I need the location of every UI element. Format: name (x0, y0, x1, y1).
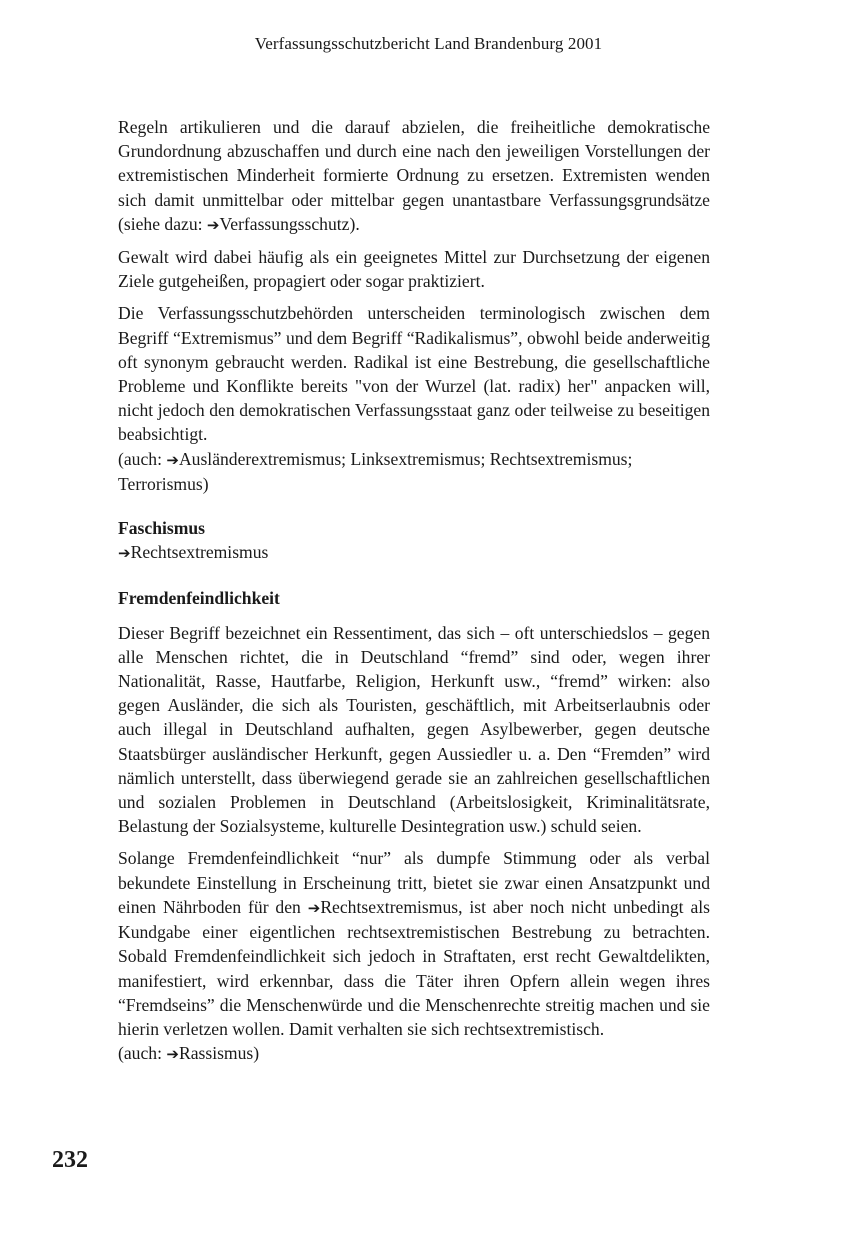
see-also-suffix: ) (202, 473, 209, 494)
page-body (118, 115, 710, 1066)
ff-p2-text-b: , ist aber noch nicht unbedingt als Kundgabe einer eigentlichen rechtsextremistischen Bestrebung zu betrachten. Sobald Fremdenfeindlichkeit sich jedoch in Straftaten, erst recht Gewaltdelikten, manifestiert, wird erkennbar, dass die Täter ihren Opfern allein wegen ihres “Fremdseins” die Menschenwürde und die Menschenrechte streitig machen und sie hierin verletzen wollen. Damit verhalten sie sich rechtsextremistisch. (118, 896, 710, 1039)
see-also-line (118, 1041, 710, 1066)
intro-paragraph-2: Gewalt wird dabei häufig als ein geeignetes Mittel zur Durchsetzung der eigenen Ziele gutgeheißen, propagiert oder sogar praktiziert. (118, 247, 710, 292)
see-also-prefix: (auch: (118, 448, 162, 469)
cross-ref-link[interactable]: Rechtsextremismus (130, 542, 269, 563)
fremdenfeindlichkeit-paragraph-1: Dieser Begriff bezeichnet ein Ressentiment, das sich – oft unterschiedslos – gegen alle Menschen richtet, die in Deutschland “fremd” sind oder, wegen ihrer Nationalität, Rasse, Hautfarbe, Religion, Herkunft usw., “fremd” wirken: also gegen Ausländer, die sich als Touristen, geschäftlich, mit Arbeitserlaubnis oder auch illegal in Deutschland aufhalten, gegen Asylbewerber, gegen deutsche Staatsbürger ausländischer Herkunft, gegen Aussiedler u. a. Den “Fremden” wird nämlich unterstellt, dass überwiegend gerade sie an zahlreichen gesellschaftlichen und sozialen Problemen in Deutschland (Arbeitslosigkeit, Kriminalitätsrate, Belastung der Sozialsysteme, kulturelle Desintegration usw.) schuld seien. (118, 622, 710, 837)
ff-p2-text-a: Solange Fremdenfeindlichkeit “nur” als dumpfe Stimmung oder als verbal bekundete Einstellung in Erscheinung tritt, bietet sie zwar einen Ansatzpunkt und einen Nährboden für den (118, 848, 710, 917)
intro-paragraph-3: Die Verfassungsschutzbehörden unterscheiden terminologisch zwischen dem Begriff “Extremismus” und dem Begriff “Radikalismus”, obwohl beide anderweitig oft synonym gebraucht werden. Radikal ist eine Bestrebung, die gesellschaftliche Probleme und Konflikte bereits "von der Wurzel (lat. radix) her" anpacken will, nicht jedoch den demokratischen Verfassungsstaat ganz oder teilweise zu beseitigen beabsichtigt. (118, 303, 710, 445)
cross-ref-link[interactable]: Verfassungsschutz (219, 213, 350, 234)
arrow-right-icon: ➔ (166, 450, 179, 469)
cross-ref-link[interactable]: Rechtsextremismus (320, 896, 459, 917)
see-also-line (118, 447, 710, 496)
cross-ref-link[interactable]: Ausländerextremismus; Linksextremismus; Rechtsextremismus; Terrorismus (118, 448, 633, 494)
faschismus-reference (118, 540, 710, 565)
arrow-right-icon: ➔ (118, 544, 131, 563)
fremdenfeindlichkeit-paragraph-2 (118, 846, 710, 1041)
see-also-prefix: (auch: (118, 1043, 162, 1064)
intro-paragraph-1 (118, 115, 710, 237)
cross-ref-link[interactable]: Rassismus (178, 1043, 254, 1064)
arrow-right-icon: ➔ (307, 898, 321, 917)
section-heading-fremdenfeindlichkeit: Fremdenfeindlichkeit (118, 588, 280, 609)
section-heading-faschismus: Faschismus (118, 518, 206, 539)
arrow-right-icon: ➔ (166, 1045, 179, 1064)
intro-p1-end: ). (349, 213, 360, 234)
arrow-right-icon: ➔ (206, 215, 220, 234)
running-header: Verfassungsschutzbericht Land Brandenburg 2001 (254, 34, 603, 53)
page-number: 232 (52, 1147, 88, 1173)
intro-p1-text: Regeln artikulieren und die darauf abzielen, die freiheitliche demokratische Grundordnung abzuschaffen und durch eine nach den jeweiligen Vorstellungen der extremistischen Minderheit formierte Ordnung zu ersetzen. Extremisten wenden sich damit unmittelbar oder mittelbar gegen unantastbare Verfassungsgrundsätze (siehe dazu: (118, 117, 710, 234)
see-also-suffix: ) (253, 1043, 260, 1064)
